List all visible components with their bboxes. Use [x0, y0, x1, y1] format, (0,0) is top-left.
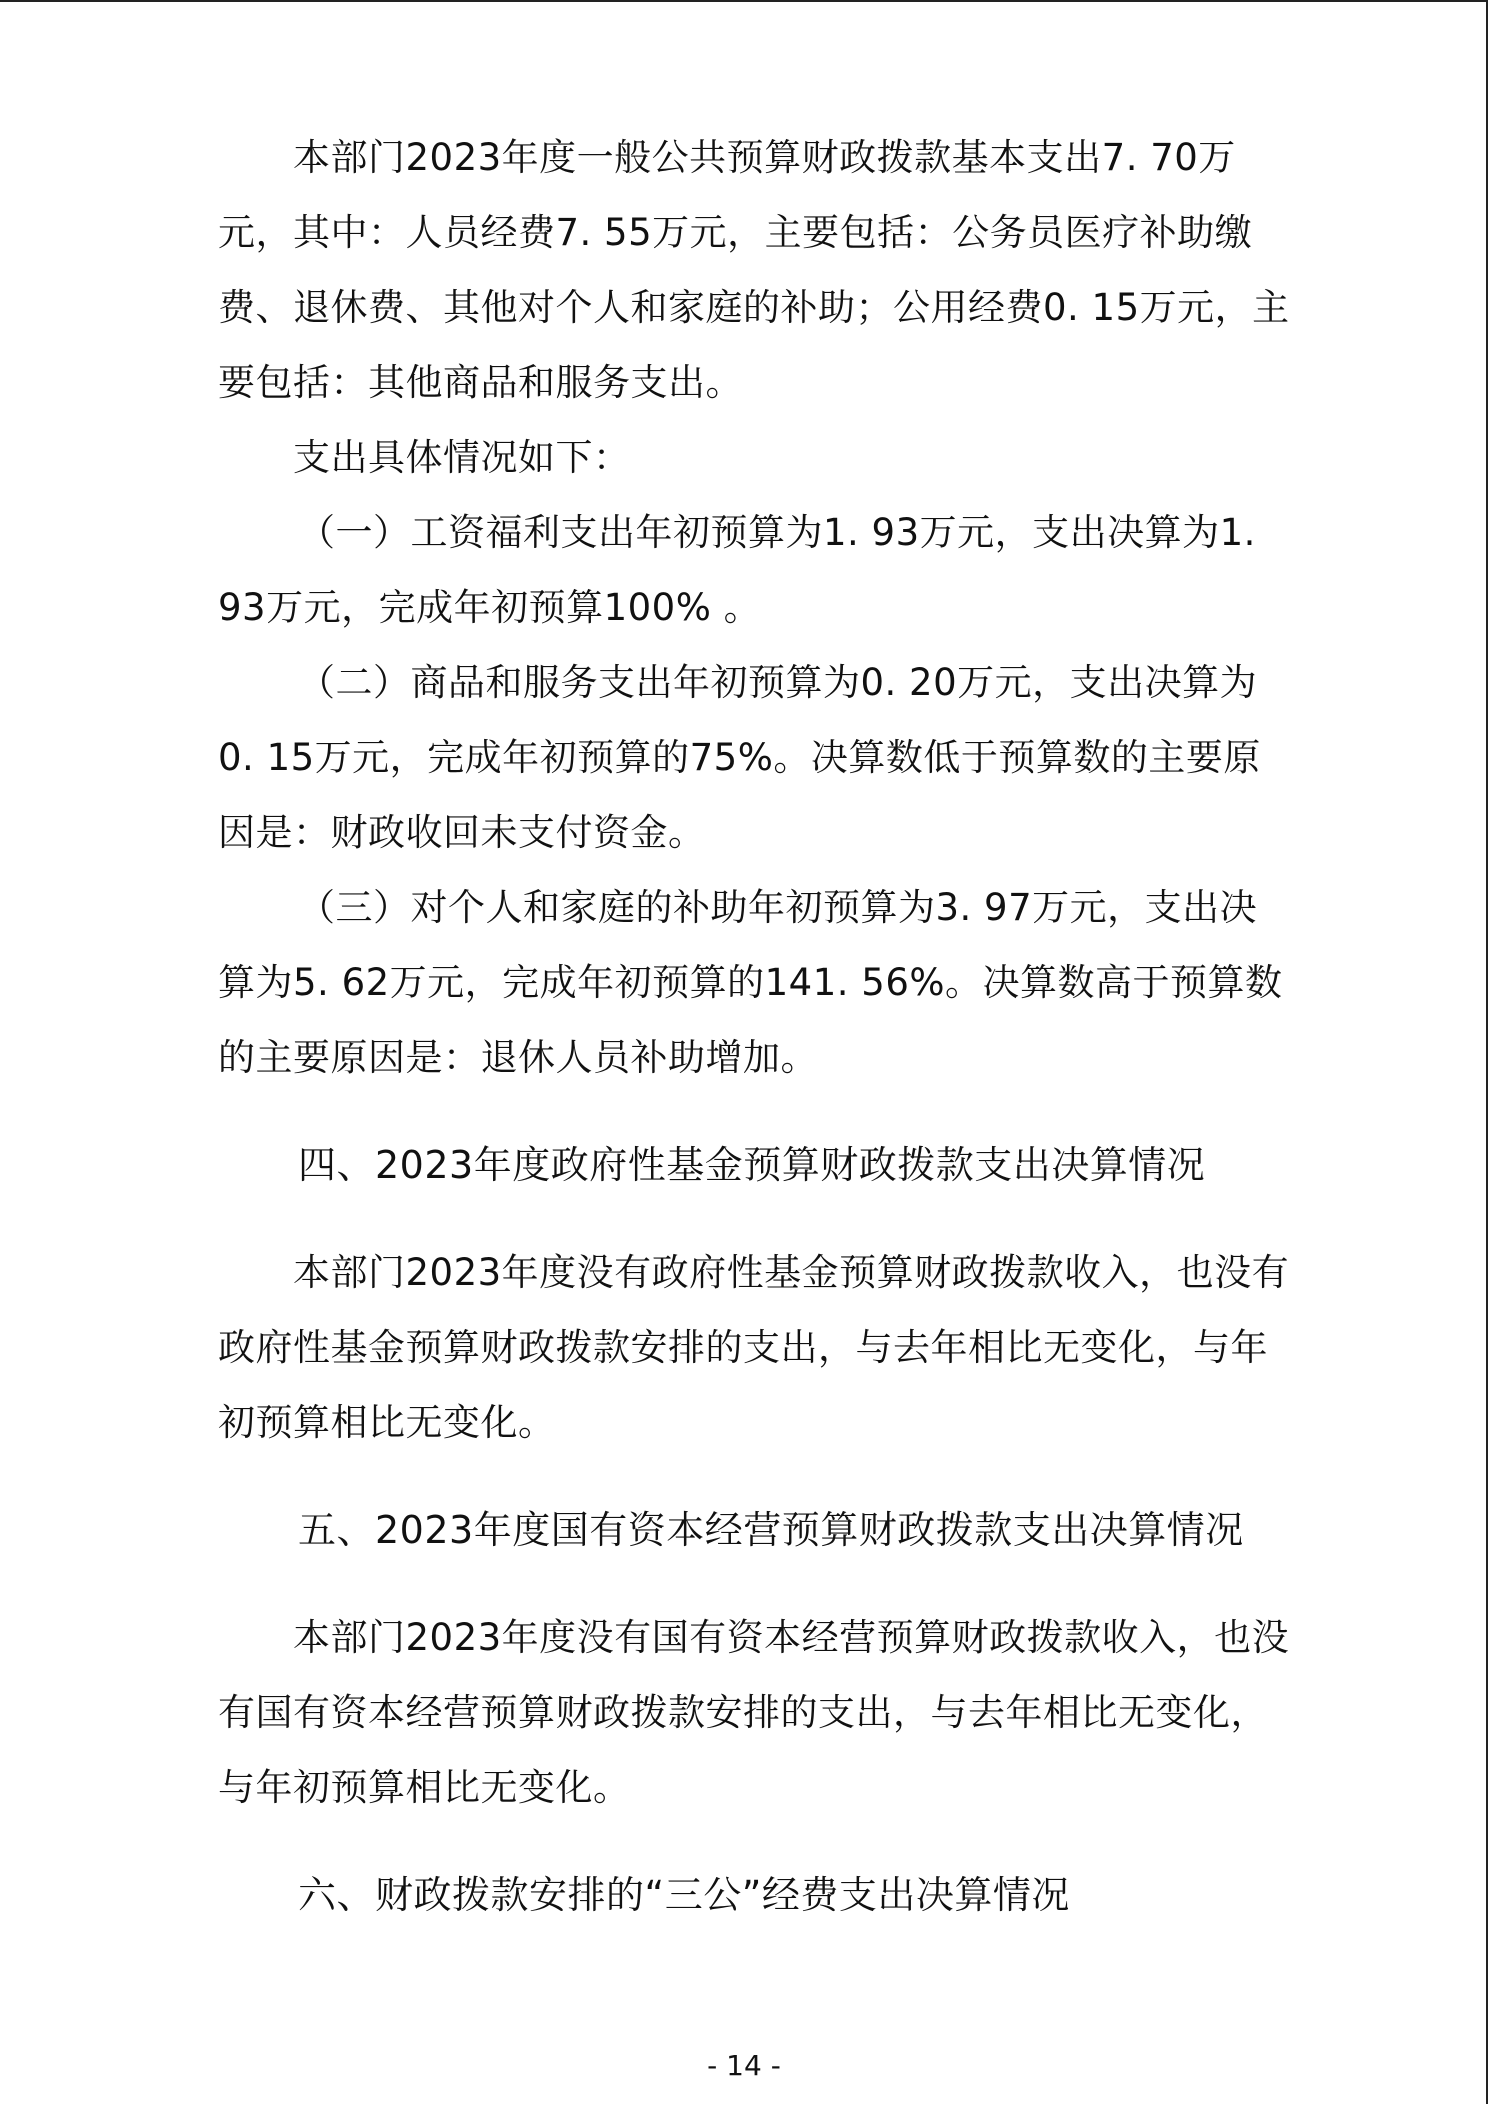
- section-5-body: 本部门2023年度没有国有资本经营预算财政拨款收入，也没有国有资本经营预算财政拨款安排的支出，与去年相比无变化，与年初预算相比无变化。: [218, 1616, 1290, 1809]
- section-6-heading: 六、财政拨款安排的“三公”经费支出决算情况: [298, 1873, 1070, 1917]
- goods-services-paragraph: （二）商品和服务支出年初预算为0. 20万元，支出决算为0. 15万元，完成年初预算的75%。决算数低于预算数的主要原因是：财政收回未支付资金。: [218, 661, 1261, 854]
- page-number: - 14 -: [707, 2049, 781, 2082]
- expenditure-details-intro: 支出具体情况如下：: [293, 436, 631, 479]
- wages-welfare-paragraph: （一）工资福利支出年初预算为1. 93万元，支出决算为1. 93万元，完成年初预算100% 。: [218, 511, 1256, 629]
- household-subsidy-paragraph: （三）对个人和家庭的补助年初预算为3. 97万元，支出决算为5. 62万元，完成年初预算的141. 56%。决算数高于预算数的主要原因是：退休人员补助增加。: [218, 886, 1283, 1079]
- basic-expenditure-paragraph: 本部门2023年度一般公共预算财政拨款基本支出7. 70万元，其中：人员经费7. 55万元，主要包括：公务员医疗补助缴费、退休费、其他对个人和家庭的补助；公用经费0. 15万元，主要包括：其他商品和服务支出。: [218, 136, 1290, 404]
- section-4-heading: 四、2023年度政府性基金预算财政拨款支出决算情况: [298, 1143, 1206, 1187]
- section-4-body: 本部门2023年度没有政府性基金预算财政拨款收入，也没有政府性基金预算财政拨款安排的支出，与去年相比无变化，与年初预算相比无变化。: [218, 1251, 1290, 1444]
- section-5-heading: 五、2023年度国有资本经营预算财政拨款支出决算情况: [298, 1508, 1244, 1552]
- document-body: [218, 120, 1290, 1965]
